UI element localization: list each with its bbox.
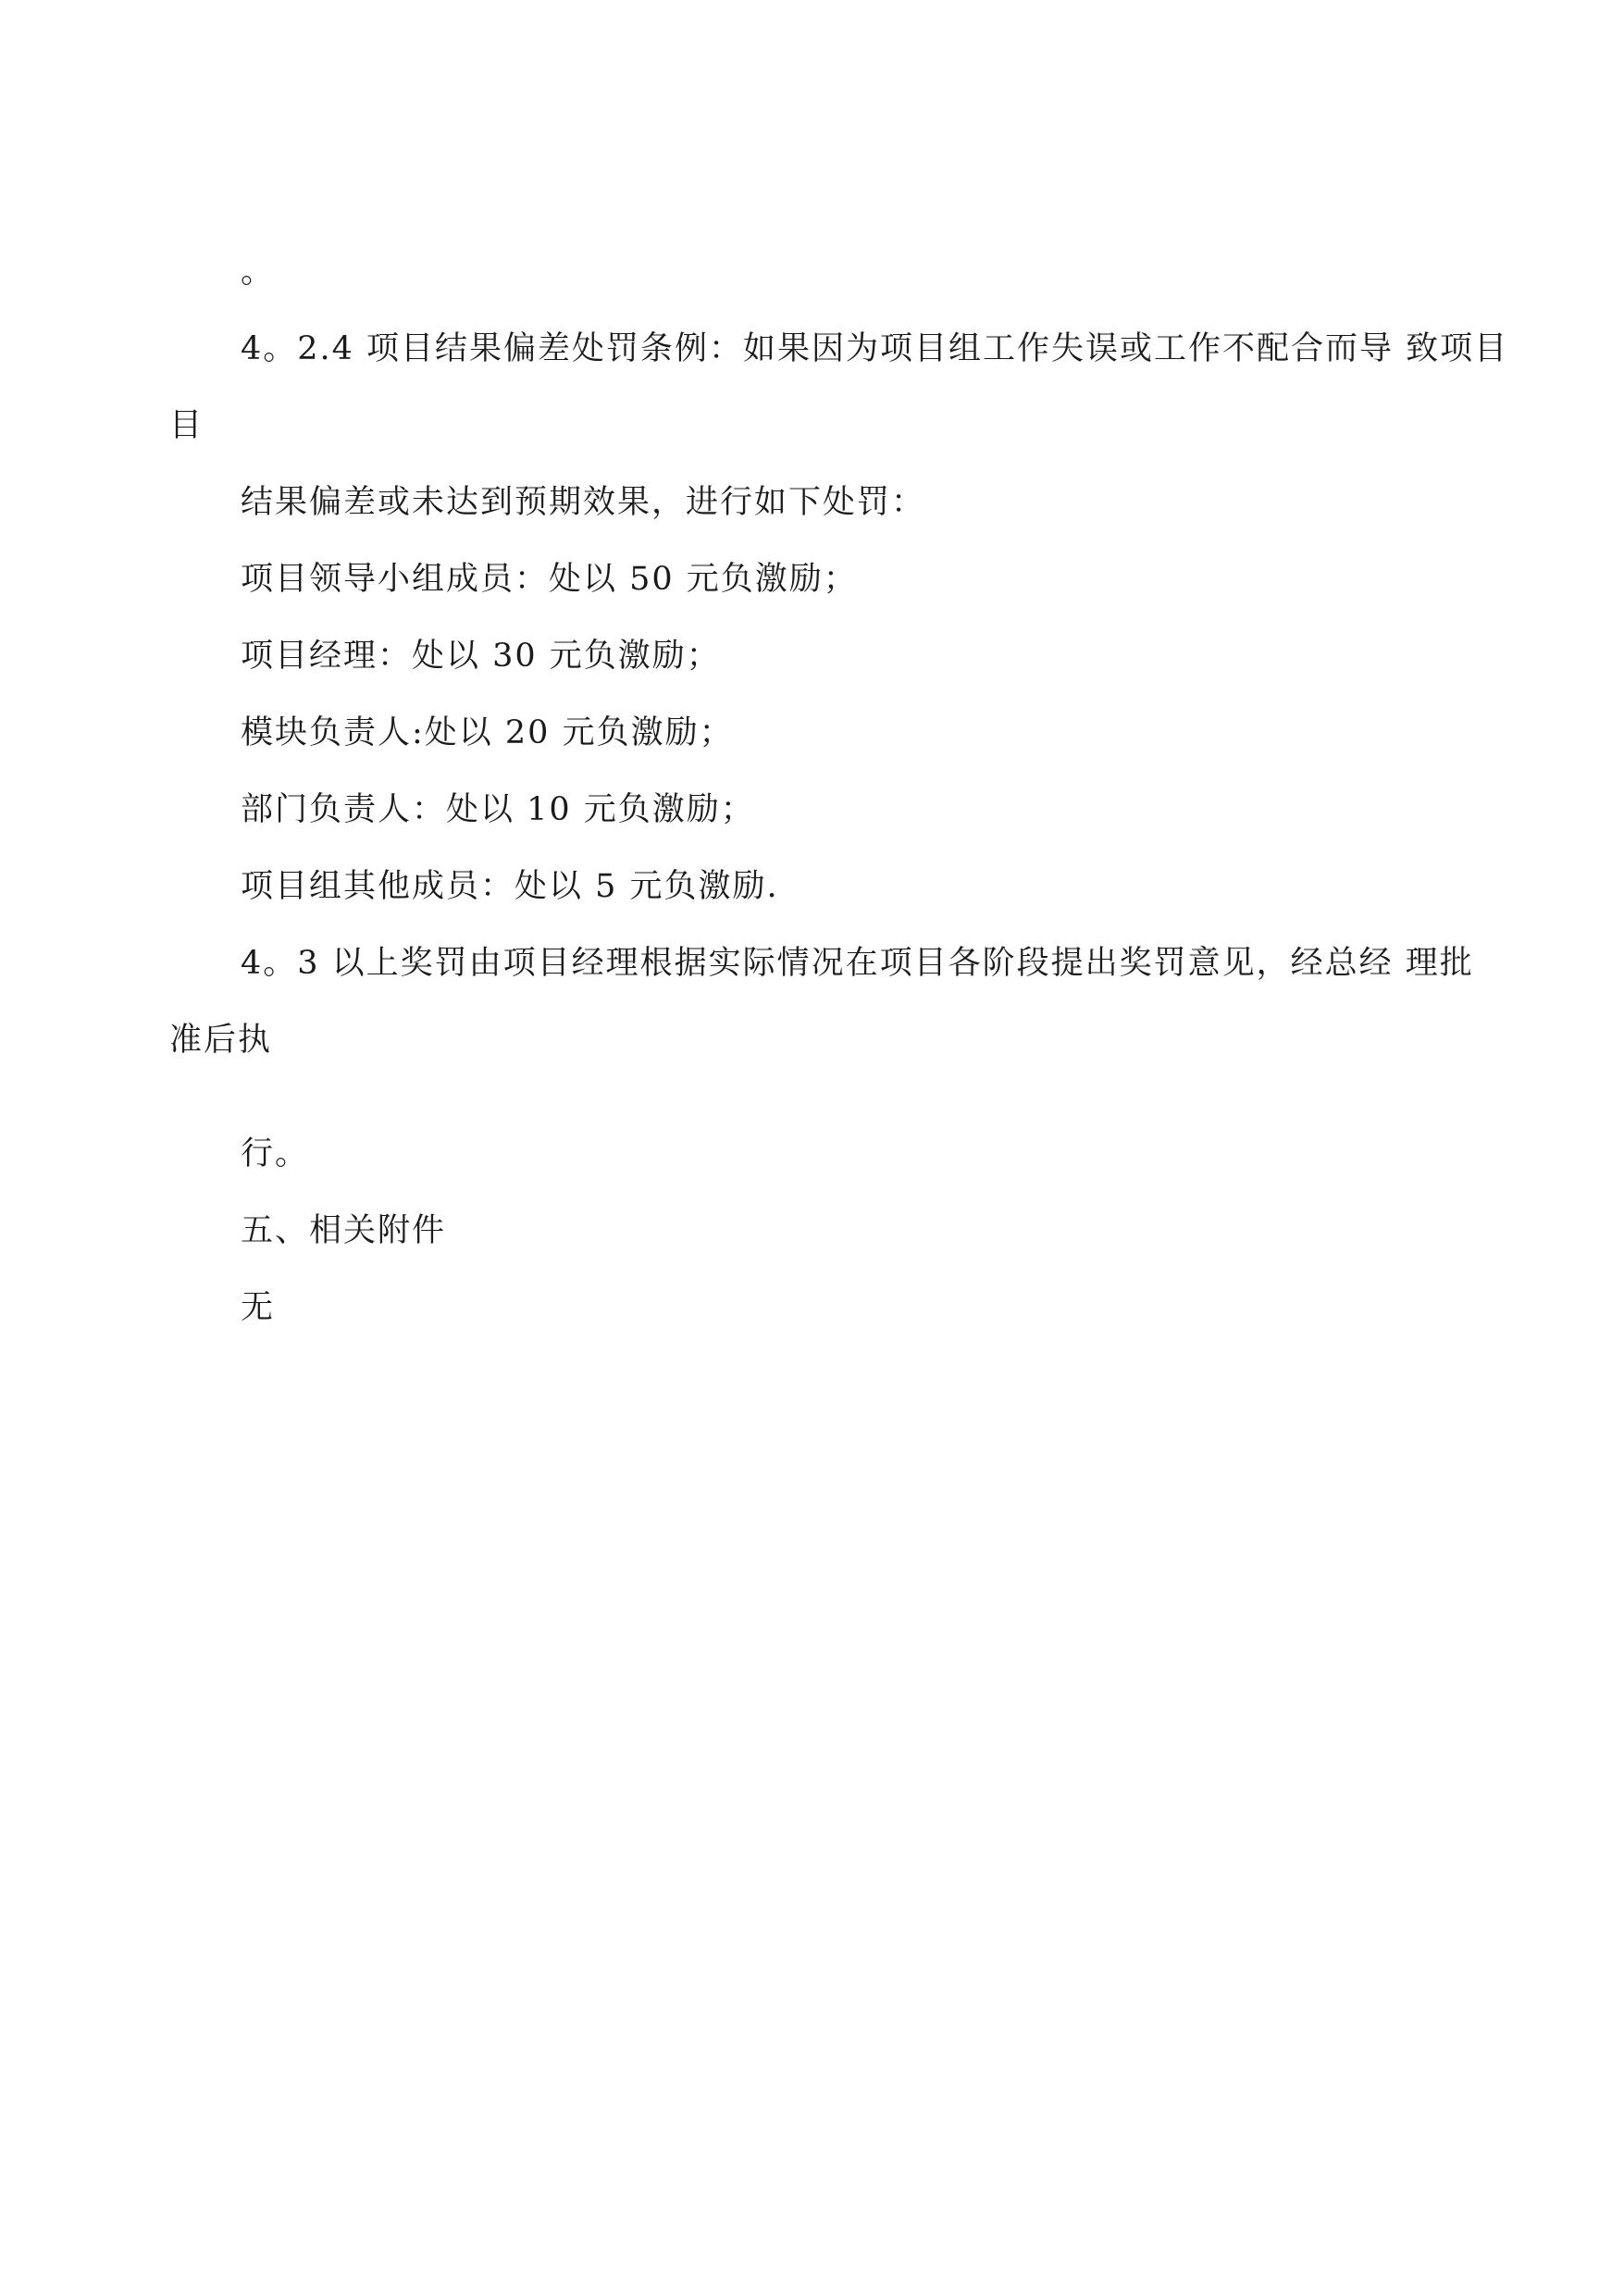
attachments-none: 无 [241,1289,276,1326]
paragraph-4-2-4: 4。2.4 项目结果偏差处罚条例：如果因为项目组工作失误或工作不配合而导 致项目 [241,330,1509,367]
penalty-module-lead: 模块负责人:处以 20 元负激励； [241,714,734,751]
paragraph-4-3: 4。3 以上奖罚由项目经理根据实际情况在项目各阶段提出奖罚意见，经总经 理批 [241,945,1474,982]
paragraph-result-deviation: 结果偏差或未达到预期效果，进行如下处罚： [241,484,926,521]
paragraph-4-3-wrap: 准后执 [169,1022,273,1059]
paragraph-4-2-4-wrap: 目 [169,407,205,444]
penalty-other-members: 项目组其他成员：处以 5 元负激励. [241,868,779,905]
penalty-department-lead: 部门负责人：处以 10 元负激励； [241,791,755,828]
paragraph-period: 。 [241,254,276,291]
paragraph-4-3-end: 行。 [241,1135,310,1172]
penalty-leadership: 项目领导小组成员：处以 50 元负激励； [241,561,858,598]
section-heading-attachments: 五、相关附件 [241,1212,447,1249]
penalty-project-manager: 项目经理：处以 30 元负激励； [241,638,721,675]
